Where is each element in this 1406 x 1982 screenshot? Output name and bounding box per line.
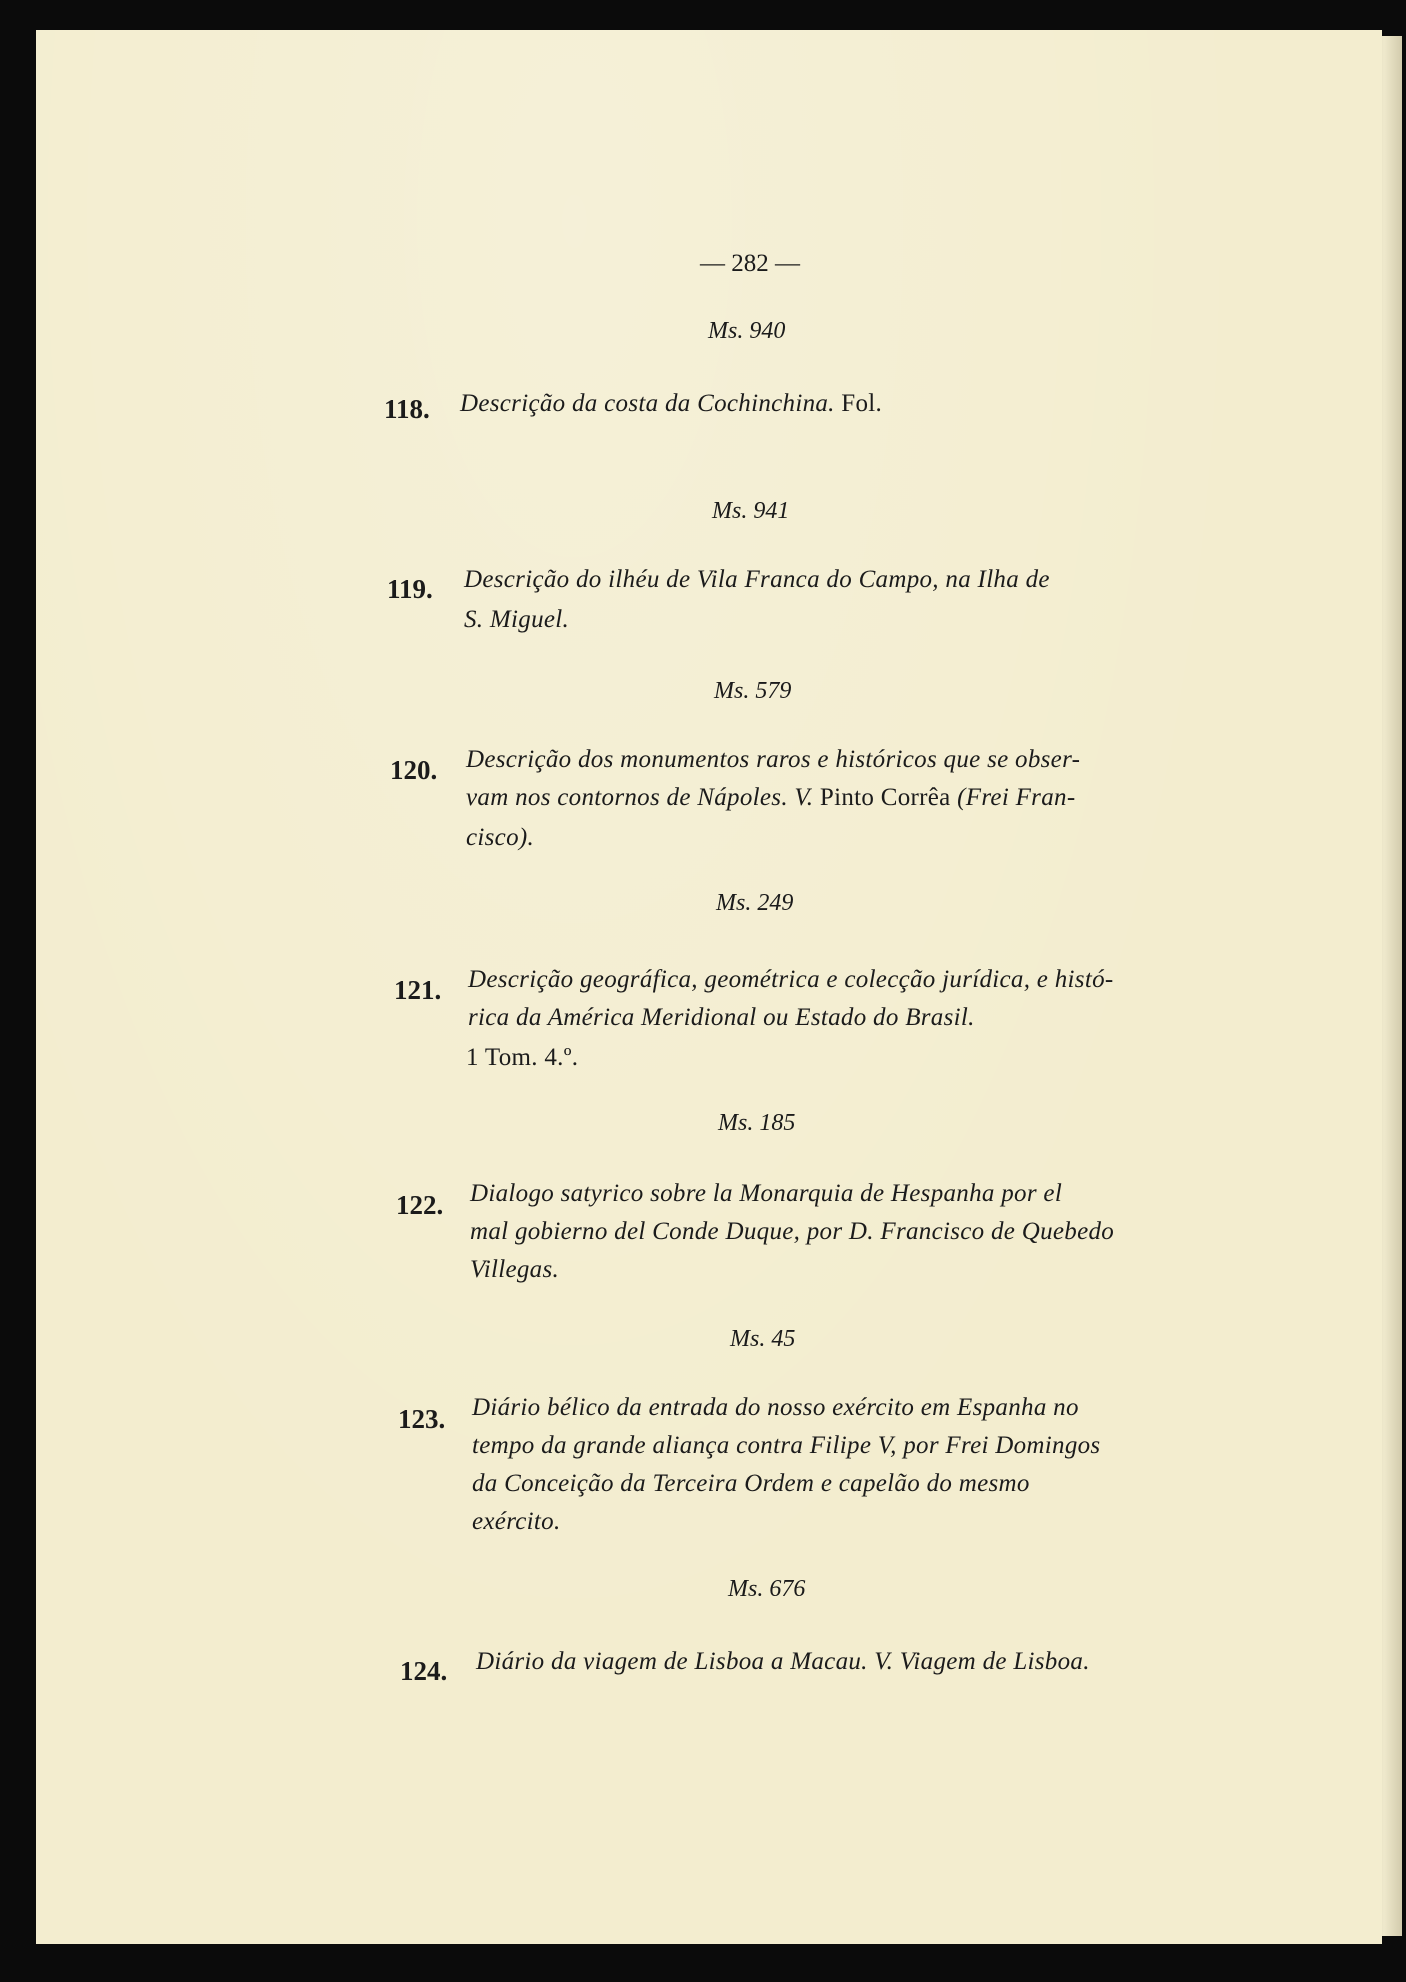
entry-title-text: vam nos contornos de Nápoles. V. [466,784,814,811]
entry-number: 119. [387,574,433,604]
entry-title-line: da Conceição da Terceira Ordem e capelão do mesmo [472,1470,1030,1497]
entry-title-line: Dialogo satyrico sobre la Monarquia de Hespanha por el [470,1180,1063,1207]
entry-number: 122. [396,1190,444,1220]
shelfmark: Ms. 249 [716,890,794,916]
entry-title-line: Descrição do ilhéu de Vila Franca do Campo, na Ilha de [464,566,1050,593]
entry-title-line: cisco). [466,824,535,851]
shelfmark: Ms. 940 [708,318,786,344]
entry-title-line: exército. [472,1508,561,1535]
entry-title-line [466,784,1075,812]
page-number: — 282 — [700,250,800,277]
shelfmark: Ms. 45 [730,1326,796,1352]
entry-title-line: mal gobierno del Conde Duque, por D. Francisco de Quebedo [470,1218,1115,1245]
entry-number: 120. [390,755,438,785]
entry-title-line: tempo da grande aliança contra Filipe V, por Frei Domingos [472,1432,1101,1459]
entry-title-line: Villegas. [470,1256,560,1283]
entry-note: Fol. [841,390,883,417]
entry-title-line: rica da América Meridional ou Estado do Brasil. [468,1004,975,1031]
entry-author: Pinto Corrêa [819,784,951,811]
shelfmark: Ms. 941 [712,498,790,524]
entry-number: 118. [384,394,430,424]
entry-author-detail: (Frei Fran- [957,784,1076,811]
entry-number: 121. [394,975,442,1005]
entry-number: 124. [400,1656,448,1686]
entry-note: 1 Tom. 4.º. [466,1044,579,1071]
entry-number: 123. [398,1404,446,1434]
entry-title-line: Diário da viagem de Lisboa a Macau. V. Viagem de Lisboa. [476,1648,1090,1675]
entry-title-line: Descrição geográfica, geométrica e colecção jurídica, e histó- [468,966,1114,993]
shelfmark: Ms. 579 [714,678,792,704]
entry-title-text: Descrição da costa da Cochinchina. [460,390,835,417]
shelfmark: Ms. 185 [718,1110,796,1136]
entry-title-line: Descrição dos monumentos raros e históricos que se obser- [466,746,1081,773]
entry-title-line: S. Miguel. [464,606,570,633]
shelfmark: Ms. 676 [728,1576,806,1602]
entry-title [460,390,882,418]
entry-title-line: Diário bélico da entrada do nosso exército em Espanha no [472,1394,1079,1421]
